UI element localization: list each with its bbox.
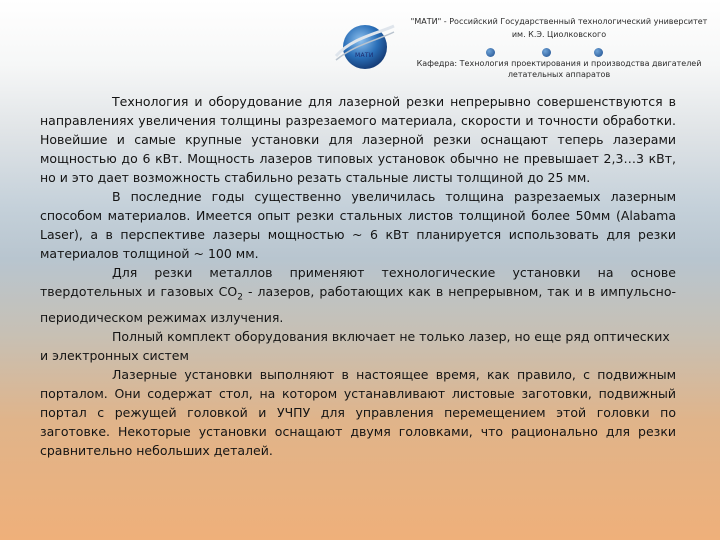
paragraph-5: Лазерные установки выполняют в настоящее время, как правило, с подвижным порталом. Они содержат стол, на котором устанавливают листовые заготовки, подвижный портал с режущей головкой и УЧПУ для управления перемещением этой головки по заготовке. Некоторые установки оснащают двумя головками, что рационально для резки сравнительно небольших деталей. (40, 366, 676, 458)
paragraph-3-subscript: 2 (237, 292, 243, 303)
header (0, 0, 720, 80)
university-line-1: "МАТИ" - Российский Государственный технологический университет (410, 17, 708, 26)
department-name: Кафедра: Технология проектирования и производства двигателей летательных аппаратов (416, 59, 702, 79)
university-name (400, 15, 718, 41)
marker-dot-icon (486, 48, 495, 57)
main-text (40, 92, 676, 460)
mati-emblem-icon (334, 18, 396, 72)
university-line-2: им. К.Э. Циолковского (511, 30, 607, 39)
paragraph-1: Технология и оборудование для лазерной резки непрерывно совершенствуются в направлениях увеличения толщины разрезаемого материала, скорости и точности обработки. Новейшие и самые крупные установки для лазерной резки оснащают теперь лазерами мощностью до 6 кВт. Мощность лазеров типовых установок обычно не превышает 2,3…3 кВт, но и это дает возможность стабильно резать стальные листы толщиной до 25 мм. (40, 94, 676, 185)
marker-dot-icon (594, 48, 603, 57)
marker-dot-icon (542, 48, 551, 57)
paragraph-4: Полный комплект оборудования включает не только лазер, но еще ряд оптических и электронных систем (40, 328, 670, 363)
paragraph-3-text-b: - лазеров, работающих как в непрерывном, так и в импульсно-периодическом режимах излучения. (40, 284, 676, 325)
paragraph-3 (40, 263, 676, 327)
paragraph-3-text-a: Для резки металлов применяют технологические установки на основе твердотельных и газовых CO (40, 265, 676, 299)
mati-logo (334, 18, 396, 72)
logo-label: МАТИ (355, 52, 374, 59)
paragraph-2: В последние годы существенно увеличилась толщина разрезаемых лазерным способом материалов. Имеется опыт резки стальных листов толщиной более 50мм (Alabama Laser), а в перспективе лазеры мощностью ~ 6 кВт планируется использовать для резки материалов толщиной ~ 100 мм. (40, 189, 676, 261)
